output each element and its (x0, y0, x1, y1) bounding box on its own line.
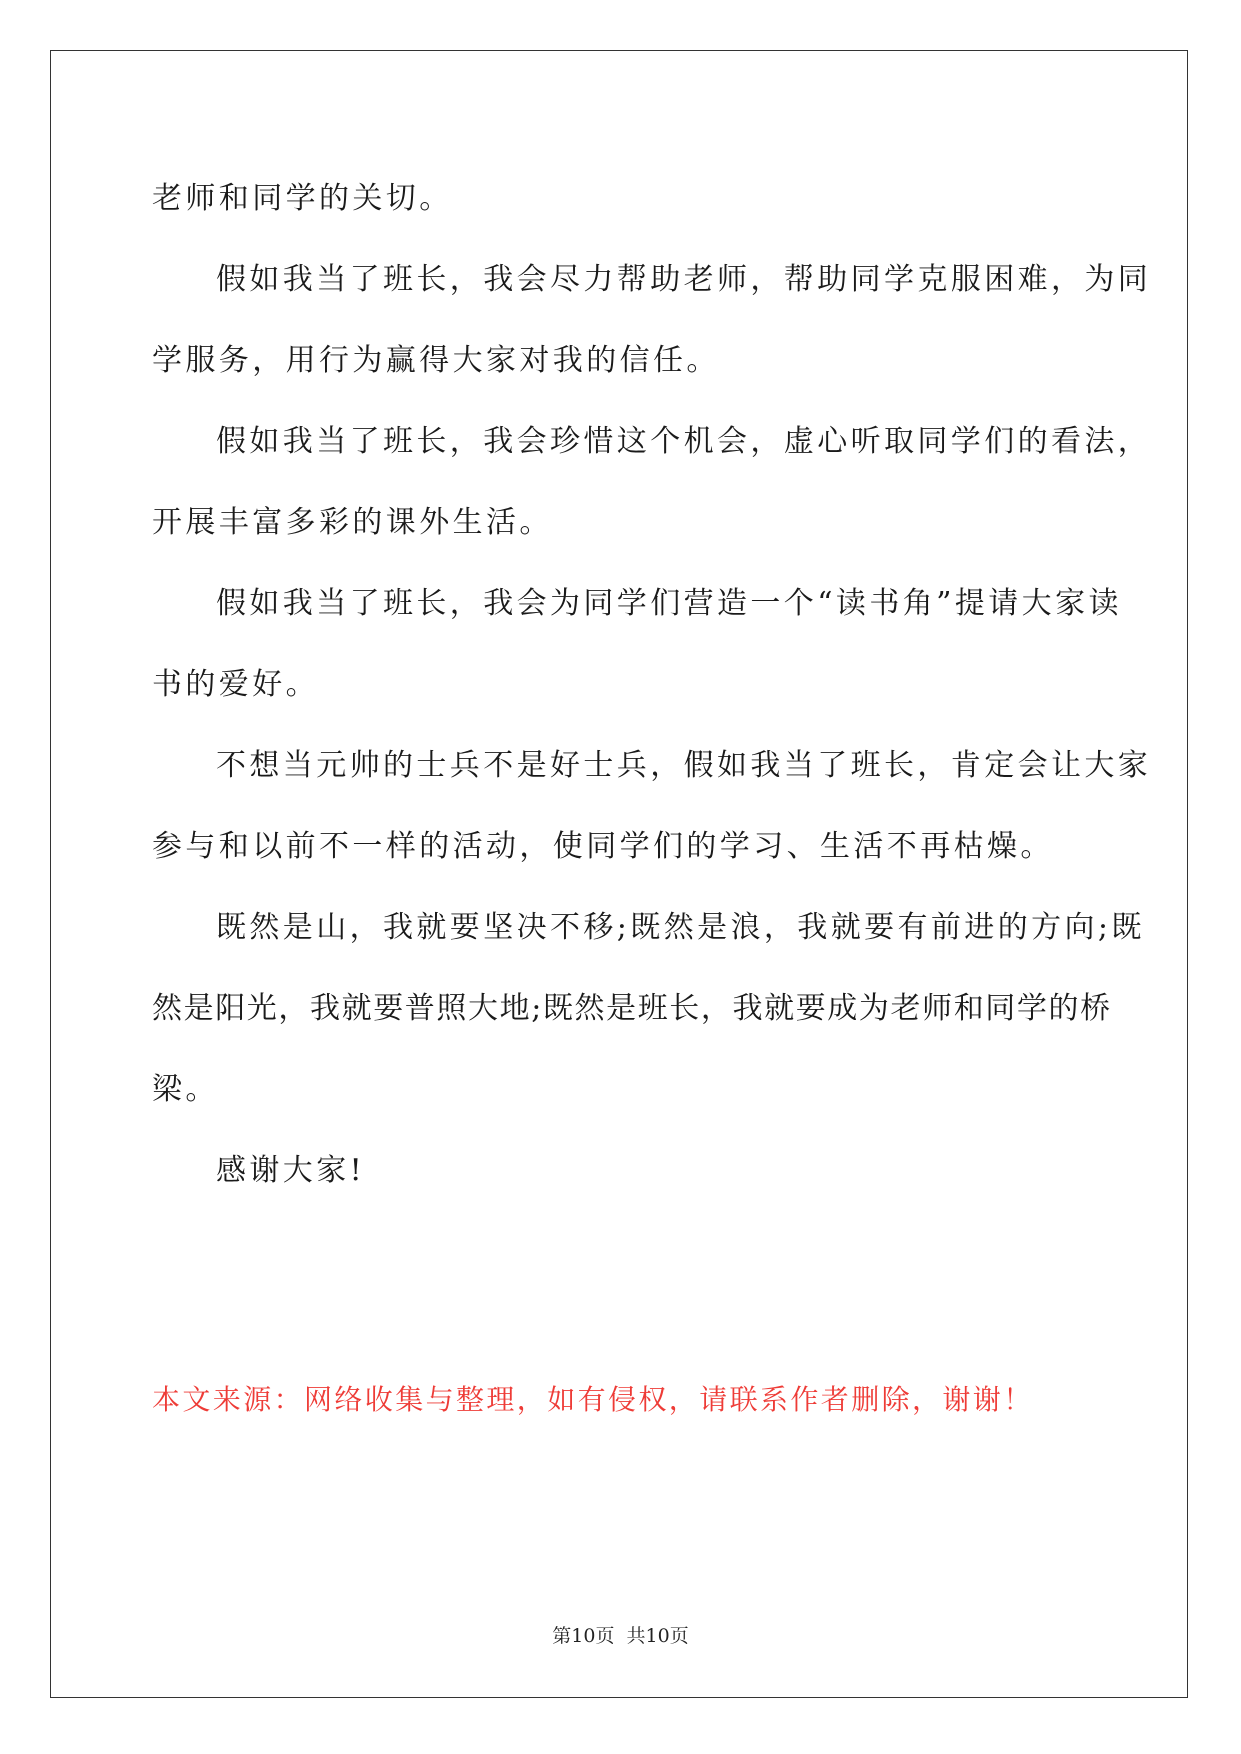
paragraph-line: 学服务，用行为赢得大家对我的信任。 (152, 343, 720, 378)
paragraph-line: 参与和以前不一样的活动，使同学们的学习、生活不再枯燥。 (152, 829, 1054, 864)
paragraph-line: 然是阳光，我就要普照大地;既然是班长，我就要成为老师和同学的桥 (152, 991, 1112, 1026)
paragraph-line: 假如我当了班长，我会为同学们营造一个“读书角”提请大家读 (216, 586, 1122, 621)
source-note: 本文来源：网络收集与整理，如有侵权，请联系作者删除，谢谢！ (152, 1383, 1034, 1416)
paragraph-line: 书的爱好。 (152, 667, 319, 702)
page-number-footer: 第10页 共10页 (552, 1625, 689, 1647)
paragraph-line: 假如我当了班长，我会珍惜这个机会，虚心听取同学们的看法， (216, 424, 1152, 459)
paragraph-line: 开展丰富多彩的课外生活。 (152, 505, 553, 540)
closing-line: 感谢大家! (216, 1153, 366, 1188)
document-body (152, 158, 1152, 1211)
paragraph-line: 既然是山，我就要坚决不移;既然是浪，我就要有前进的方向;既 (216, 910, 1145, 945)
paragraph-line: 假如我当了班长，我会尽力帮助老师，帮助同学克服困难，为同 (216, 262, 1152, 297)
paragraph-line: 老师和同学的关切。 (152, 181, 453, 216)
paragraph-line: 梁。 (152, 1072, 219, 1107)
paragraph-line: 不想当元帅的士兵不是好士兵，假如我当了班长，肯定会让大家 (216, 748, 1152, 783)
